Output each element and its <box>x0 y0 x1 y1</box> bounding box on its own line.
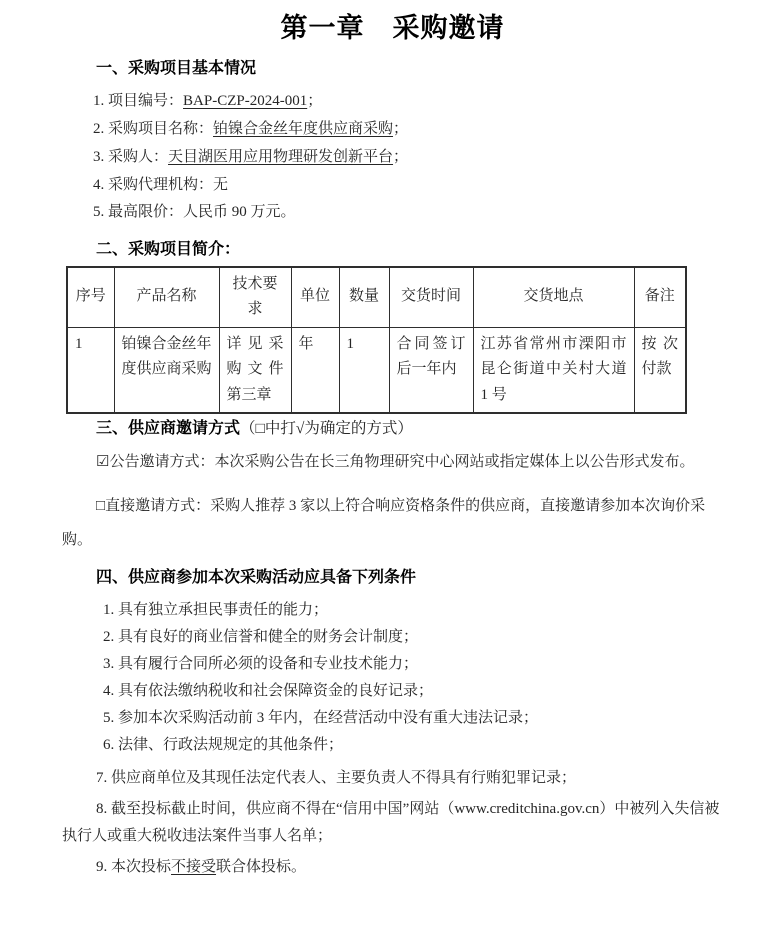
item-max-price <box>93 199 723 227</box>
ballot-box-unchecked-icon: □ <box>96 498 106 515</box>
item-label: 1. 项目编号： <box>93 93 184 110</box>
condition9-suffix: 联合体投标。 <box>216 859 307 876</box>
col-header-index: 序号 <box>67 267 114 328</box>
cell-tech-requirements: 详见采购文件第三章 <box>219 327 291 413</box>
col-header-tech-requirements: 技术要求 <box>219 267 291 328</box>
item-suffix: ； <box>393 148 409 165</box>
item-value-underlined: 天目湖医用应用物理研发创新平台 <box>168 148 394 165</box>
item-value-underlined: 铂镍合金丝年度供应商采购 <box>213 121 394 138</box>
option-text: 直接邀请方式：采购人推荐 3 家以上符合响应资格条件的供应商，直接邀请参加本次询价采购。 <box>62 498 706 548</box>
option-text: 公告邀请方式：本次采购公告在长三角物理研究中心网站或指定媒体上以公告形式发布。 <box>109 454 695 471</box>
section1-heading: 一、采购项目基本情况 <box>96 60 257 77</box>
condition9-underlined: 不接受 <box>171 859 217 876</box>
option-public-announcement <box>62 446 723 480</box>
item-suffix: ； <box>393 121 409 138</box>
cell-unit: 年 <box>291 327 339 413</box>
cell-delivery-time: 合同签订后一年内 <box>389 327 473 413</box>
item-suffix: ； <box>307 93 323 110</box>
condition-item-8: 8. 截至投标截止时间，供应商不得在“信用中国”网站（www.creditchina.gov.cn）中被列入失信被执行人或重大税收违法案件当事人名单； <box>62 801 720 845</box>
cell-index: 1 <box>67 327 114 413</box>
col-header-product-name: 产品名称 <box>114 267 219 328</box>
col-header-delivery-place: 交货地点 <box>473 267 634 328</box>
section3-heading-text: 三、供应商邀请方式 <box>96 420 241 438</box>
cell-product-name: 铂镍合金丝年度供应商采购 <box>114 327 219 413</box>
item-purchaser <box>93 144 723 172</box>
item-label: 4. 采购代理机构： <box>93 176 214 193</box>
item-suffix: 人民币 90 万元。 <box>183 204 296 221</box>
condition-item-9 <box>62 854 723 881</box>
item-label: 2. 采购项目名称： <box>93 121 214 138</box>
chapter-title: 第一章 采购邀请 <box>280 13 505 43</box>
item-value-underlined: BAP-CZP-2024-001 <box>183 93 308 110</box>
condition-item-7: 7. 供应商单位及其现任法定代表人、主要负责人不得具有行贿犯罪记录； <box>96 770 577 787</box>
item-agency <box>93 172 723 200</box>
section2-heading: 二、采购项目简介： <box>96 241 241 259</box>
item-project-number <box>93 88 723 116</box>
table-row <box>67 327 686 413</box>
col-header-unit: 单位 <box>291 267 339 328</box>
condition9-prefix: 9. 本次投标 <box>96 859 172 876</box>
condition-item-5: 5. 参加本次采购活动前 3 年内，在经营活动中没有重大违法记录； <box>103 710 539 727</box>
section4-heading: 四、供应商参加本次采购活动应具备下列条件 <box>96 568 417 586</box>
item-suffix: 无 <box>213 176 229 193</box>
cell-delivery-place: 江苏省常州市溧阳市昆仑街道中关村大道 1 号 <box>473 327 634 413</box>
product-summary-table <box>66 266 687 415</box>
col-header-remarks: 备注 <box>634 267 686 328</box>
table-header-row <box>67 267 686 328</box>
condition-item-2: 2. 具有良好的商业信誉和健全的财务会计制度； <box>103 629 419 646</box>
cell-quantity: 1 <box>339 327 389 413</box>
item-project-name <box>93 116 723 144</box>
condition-item-3: 3. 具有履行合同所必须的设备和专业技术能力； <box>103 656 419 673</box>
section3-heading <box>96 418 723 440</box>
item-label: 5. 最高限价： <box>93 204 184 221</box>
cell-remarks: 按次付款 <box>634 327 686 413</box>
section3-heading-note: （□中打√为确定的方式） <box>240 420 413 438</box>
col-header-delivery-time: 交货时间 <box>389 267 473 328</box>
col-header-quantity: 数量 <box>339 267 389 328</box>
option-direct-invitation <box>62 490 723 558</box>
ballot-box-checked-icon: ☑ <box>96 454 110 471</box>
condition-item-6: 6. 法律、行政法规规定的其他条件； <box>103 737 344 754</box>
condition-item-4: 4. 具有依法缴纳税收和社会保障资金的良好记录； <box>103 683 434 700</box>
condition-item-1: 1. 具有独立承担民事责任的能力； <box>103 602 329 619</box>
item-label: 3. 采购人： <box>93 148 169 165</box>
